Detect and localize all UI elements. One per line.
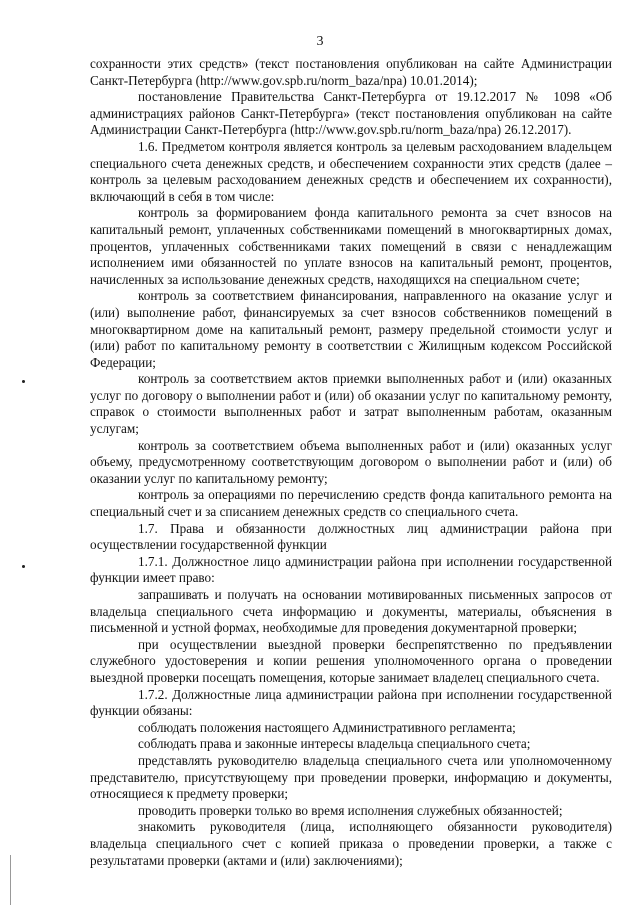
paragraph: контроль за соответствием объема выполненных работ и (или) оказанных услуг объему, предусмотренному соответствующим договором о выполнении работ и (или) об оказании услуг по капитальному ремонту; [90,437,612,486]
paragraph: запрашивать и получать на основании мотивированных письменных запросов от владельца специального счета информацию и документы, материалы, объяснения в письменной и устной формах, необходимые для проведения документарной проверки; [90,587,612,636]
paragraph: знакомить руководителя (лица, исполняющего обязанности руководителя) владельца специального счет с копией приказа о проведении проверки, а также с результатами проверки (актами и (или) заключениями); [90,819,612,868]
paragraph: контроль за соответствием актов приемки выполненных работ и (или) оказанных услуг по договору о выполнении работ и (или) об оказании услуг по капитальному ремонту, справок о стоимости выполненных работ и затрат выполненным работам, оказанным услугам; [90,371,612,437]
paragraph: представлять руководителю владельца специального счета или уполномоченному представителю, присутствующему при проведении проверки, информацию и документы, относящиеся к предмету проверки; [90,752,612,802]
page-number: 3 [316,34,324,49]
document-body [90,56,612,869]
scan-dot-mark [22,380,25,383]
paragraph: при осуществлении выездной проверки беспрепятственно по предъявлении служебного удостоверения и копии решения уполномоченного органа о проведении выездной проверки посещать помещения, которые занимает владелец специального счета. [90,636,612,685]
paragraph: постановление Правительства Санкт-Петербурга от 19.12.2017 № 1098 «Об администрациях районов Санкт-Петербурга» (текст постановления опубликован на сайте Администрации Санкт-Петербурга (http://www.gov.spb.ru/norm_baza/npa) 26.12.2017). [90,89,612,138]
scan-dot-mark [22,565,25,568]
paragraph: 1.7.1. Должностное лицо администрации района при исполнении государственной функции имеет право: [90,553,612,586]
paragraph: контроль за соответствием финансирования, направленного на оказание услуг и (или) выполнение работ, финансируемых за счет взносов собственников помещений в многоквартирном доме на капитальный ремонт, размеру предельной стоимости услуг и (или) работ по капитальному ремонту в соответствии с Жилищным кодексом Российской Федерации; [90,288,612,370]
paragraph: сохранности этих средств» (текст постановления опубликован на сайте Администрации Санкт-Петербурга (http://www.gov.spb.ru/norm_baza/npa) 10.01.2014); [90,56,612,88]
paragraph: 1.6. Предметом контроля является контроль за целевым расходованием владельцем специального счета денежных средств, и обеспечением сохранности этих средств (далее – контроль за целевым расходованием денежных средств и обеспечением их сохранности), включающий в себя в том числе: [90,138,612,204]
paragraph: соблюдать положения настоящего Административного регламента; [138,719,516,735]
paragraph: 1.7.2. Должностные лица администрации района при исполнении государственной функции обязаны: [90,686,612,719]
paragraph: контроль за операциями по перечислению средств фонда капитального ремонта на специальный счет и за списанием денежных средств со специального счета. [90,487,612,520]
paragraph: 1.7. Права и обязанности должностных лиц администрации района при осуществлении государственной функции [90,520,612,553]
paragraph: проводить проверки только во время исполнения служебных обязанностей; [138,802,563,818]
paragraph: соблюдать права и законные интересы владельца специального счета; [138,736,531,752]
paragraph: контроль за формированием фонда капитального ремонта за счет взносов на капитальный ремонт, уплаченных собственниками помещений в многоквартирных домах, процентов, уплаченных собственниками таких помещений в связи с ненадлежащим исполнением ими обязанностей по уплате взносов на капитальный ремонт, процентов, начисленных за использование денежных средств, находящихся на специальном счете; [90,205,612,287]
scan-edge-line [10,855,11,905]
